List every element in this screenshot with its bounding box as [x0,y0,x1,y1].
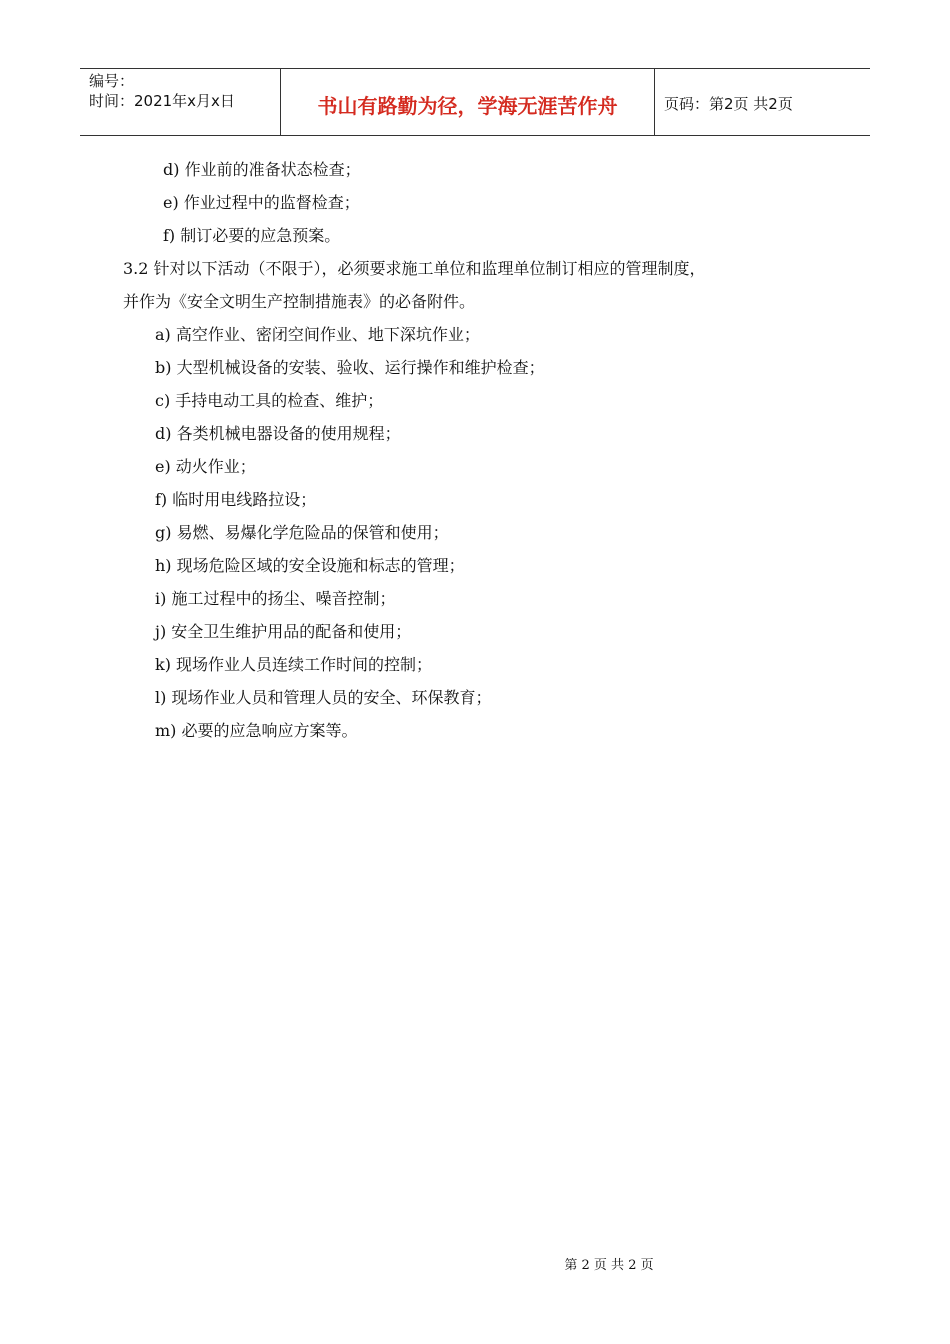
list-item: e) 动火作业； [155,457,256,476]
header-meta-cell [80,69,281,135]
list-item: l) 现场作业人员和管理人员的安全、环保教育； [155,688,492,707]
list-item: g) 易燃、易爆化学危险品的保管和使用； [155,523,449,542]
list-item: m) 必要的应急响应方案等。 [155,721,358,740]
list-item: h) 现场危险区域的安全设施和标志的管理； [155,556,465,575]
list-item: k) 现场作业人员连续工作时间的控制； [155,655,433,674]
footer-page-number: 第 2 页 共 2 页 [564,1258,654,1273]
document-number-label: 编号： [89,72,135,90]
paragraph-3-2-line-1: 3.2 针对以下活动（不限于），必须要求施工单位和监理单位制订相应的管理制度， [123,259,706,278]
list-item: i) 施工过程中的扬尘、噪音控制； [155,589,396,608]
header-page-cell [655,69,870,135]
list-item: c) 手持电动工具的检查、维护； [155,391,384,410]
paragraph-3-2-line-2: 并作为《安全文明生产控制措施表》的必备附件。 [123,292,476,311]
page-footer [0,1257,950,1275]
document-date-label: 时间：2021年x月x日 [89,92,235,110]
list-item: d) 各类机械电器设备的使用规程； [155,424,401,443]
list-item: b) 大型机械设备的安装、验收、运行操作和维护检查； [155,358,545,377]
header-motto: 书山有路勤为径，学海无涯苦作舟 [317,93,618,118]
header-page-info: 页码：第2页 共2页 [664,94,793,113]
document-header [80,68,870,136]
list-item: d) 作业前的准备状态检查； [163,160,361,179]
header-motto-cell [281,69,655,135]
list-item: a) 高空作业、密闭空间作业、地下深坑作业； [155,325,480,344]
list-item: j) 安全卫生维护用品的配备和使用； [155,622,412,641]
list-item: f) 制订必要的应急预案。 [163,226,341,245]
list-item: f) 临时用电线路拉设； [155,490,317,509]
list-item: e) 作业过程中的监督检查； [163,193,360,212]
